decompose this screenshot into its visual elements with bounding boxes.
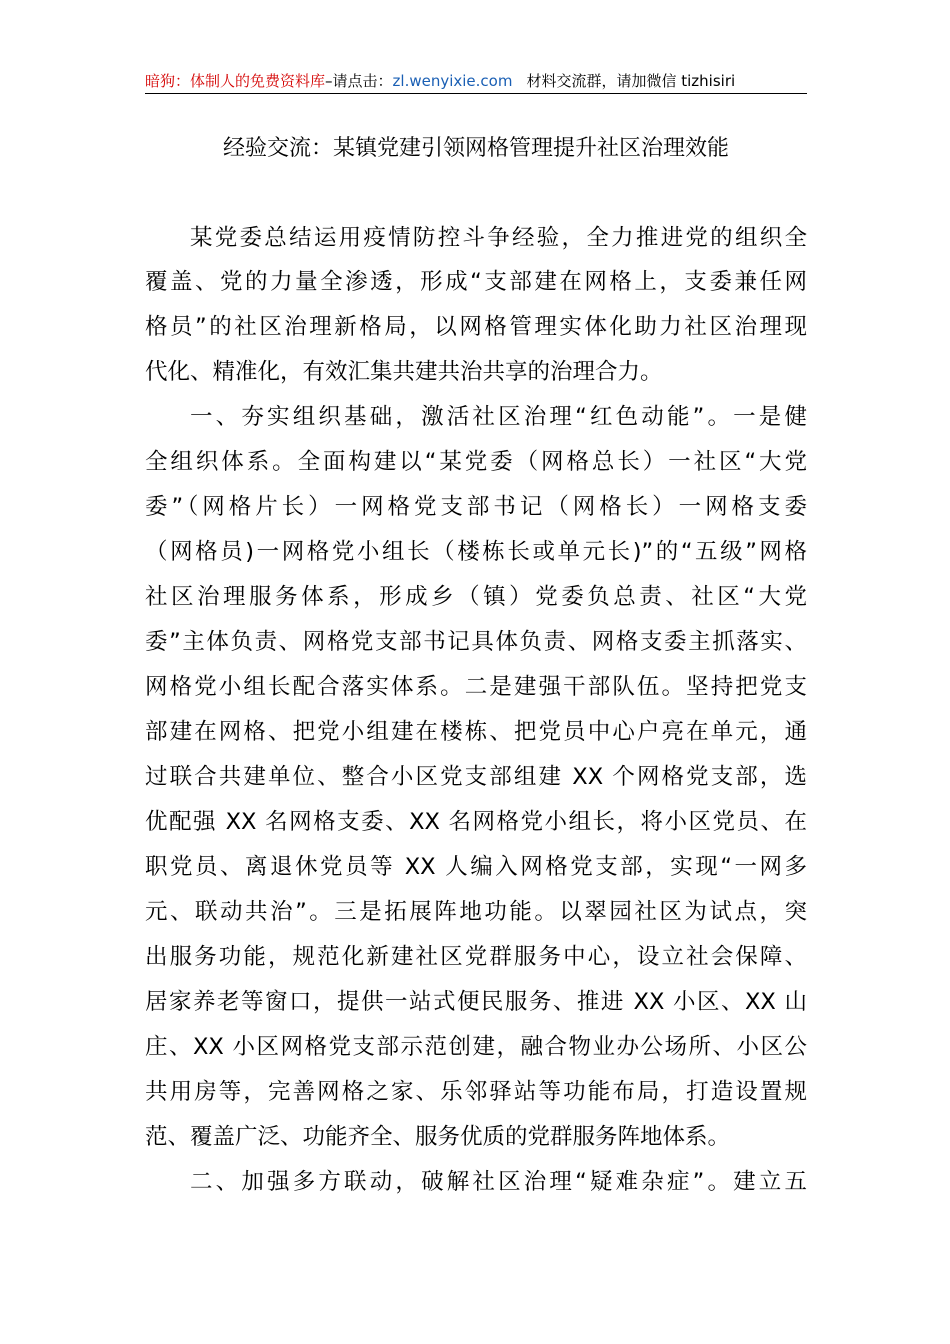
paragraph-line: （网格员)一网格党小组长（楼栋长或单元长)”的“五级”网格: [145, 539, 807, 565]
paragraph-line: 某党委总结运用疫情防控斗争经验，全力推进党的组织全: [190, 225, 807, 251]
paragraph-line: 格员”的社区治理新格局，以网格管理实体化助力社区治理现: [145, 314, 807, 340]
paragraph-line: 过联合共建单位、整合小区党支部组建 XX 个网格党支部，选: [145, 764, 807, 790]
paragraph-line: 委”主体负责、网格党支部书记具体负责、网格支委主抓落实、: [145, 629, 807, 655]
paragraph-line: 元、联动共治”。三是拓展阵地功能。以翠园社区为试点，突: [145, 899, 807, 925]
paragraph-line: 职党员、离退休党员等 XX 人编入网格党支部，实现“一网多: [145, 854, 807, 880]
header-prompt: –请点击：: [325, 72, 393, 90]
paragraph-line: 出服务功能，规范化新建社区党群服务中心，设立社会保障、: [145, 944, 807, 970]
header-url-link[interactable]: zl.wenyixie.com: [392, 72, 513, 90]
paragraph-line: 网格党小组长配合落实体系。二是建强干部队伍。坚持把党支: [145, 674, 807, 700]
paragraph-line: 全组织体系。全面构建以“某党委（网格总长）一社区“大党: [145, 449, 807, 475]
paragraph-line: 社区治理服务体系，形成乡（镇）党委负总责、社区“大党: [145, 584, 807, 610]
paragraph-line: 部建在网格、把党小组建在楼栋、把党员中心户亮在单元，通: [145, 719, 807, 745]
paragraph-line: 委”（网格片长）一网格党支部书记（网格长）一网格支委: [145, 494, 807, 520]
paragraph-line: 二、加强多方联动，破解社区治理“疑难杂症”。建立五: [190, 1169, 807, 1195]
paragraph-line: 居家养老等窗口，提供一站式便民服务、推进 XX 小区、XX 山: [145, 989, 807, 1015]
paragraph-line: 覆盖、党的力量全渗透，形成“支部建在网格上，支委兼任网: [145, 269, 807, 295]
document-title: 经验交流：某镇党建引领网格管理提升社区治理效能: [222, 136, 729, 161]
paragraph-line: 庄、XX 小区网格党支部示范创建，融合物业办公场所、小区公: [145, 1034, 807, 1060]
paragraph-line: 代化、精准化，有效汇集共建共治共享的治理合力。: [145, 359, 663, 385]
document-header: [145, 70, 807, 92]
paragraph-line: 共用房等，完善网格之家、乐邻驿站等功能布局，打造设置规: [145, 1079, 807, 1105]
header-divider: [145, 93, 807, 94]
header-group-note: 材料交流群，请加微信 tizhisiri: [526, 72, 736, 90]
paragraph-line: 优配强 XX 名网格支委、XX 名网格党小组长，将小区党员、在: [145, 809, 807, 835]
paragraph-line: 一、夯实组织基础，激活社区治理“红色动能”。一是健: [190, 404, 807, 430]
paragraph-line: 范、覆盖广泛、功能齐全、服务优质的党群服务阵地体系。: [145, 1124, 731, 1150]
header-brand: 暗狗：体制人的免费资料库: [145, 72, 326, 90]
